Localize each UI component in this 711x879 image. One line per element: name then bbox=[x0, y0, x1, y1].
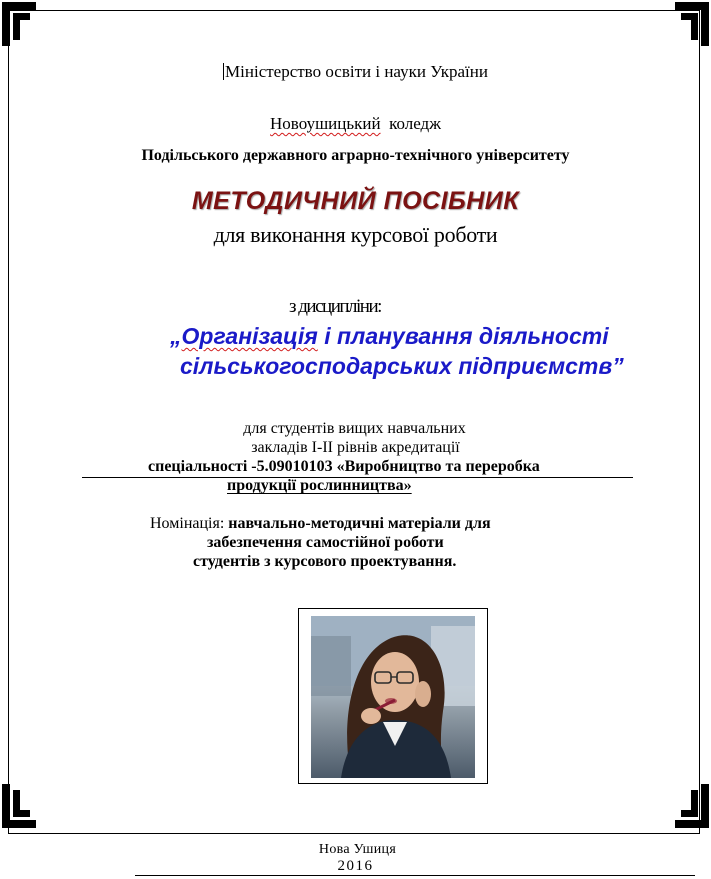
woman-on-phone-photo bbox=[311, 616, 475, 778]
ministry-heading: Міністерство освіти і науки України bbox=[225, 62, 488, 81]
college-heading: Новоушицький коледж bbox=[270, 114, 441, 133]
document-title: МЕТОДИЧНИЙ ПОСІБНИК bbox=[191, 187, 520, 215]
discipline-label: з дисципліни: bbox=[289, 296, 381, 317]
footer-rule bbox=[135, 875, 695, 876]
specialty-line-1: спеціальності -5.09010103 «Виробництво та переробка bbox=[148, 458, 540, 475]
photo-frame bbox=[298, 608, 488, 784]
nomination-label: Номінація: bbox=[150, 515, 229, 532]
document-subtitle: для виконання курсової роботи bbox=[213, 222, 498, 247]
university-heading: Подільського державного аграрно-технічного університету bbox=[141, 147, 570, 164]
subject-line-1: „Організація і планування діяльності bbox=[170, 323, 609, 349]
audience-line-1: для студентів вищих навчальних bbox=[243, 420, 466, 437]
specialty-line-2: продукції рослинництва» bbox=[227, 477, 412, 494]
subject-word-misspelled: Організація bbox=[181, 323, 318, 349]
corner-ornament-bottom-right bbox=[673, 782, 711, 830]
nomination-line-1: Номінація: навчально-методичні матеріали для bbox=[150, 515, 491, 532]
footer-year: 2016 bbox=[337, 858, 374, 874]
nomination-line-2: забезпечення самостійної роботи bbox=[207, 534, 444, 551]
subject-line-2: сільськогосподарських підприємств” bbox=[180, 353, 624, 379]
corner-ornament-top-left bbox=[0, 0, 38, 48]
nomination-line-3: студентів з курсового проектування. bbox=[193, 553, 457, 570]
corner-ornament-top-right bbox=[673, 0, 711, 48]
audience-line-2: закладів І-ІІ рівнів акредитації bbox=[251, 439, 460, 456]
text-cursor bbox=[223, 63, 224, 80]
corner-ornament-bottom-left bbox=[0, 782, 38, 830]
footer-place: Нова Ушиця bbox=[318, 842, 397, 857]
college-name-word: Новоушицький bbox=[270, 114, 381, 133]
